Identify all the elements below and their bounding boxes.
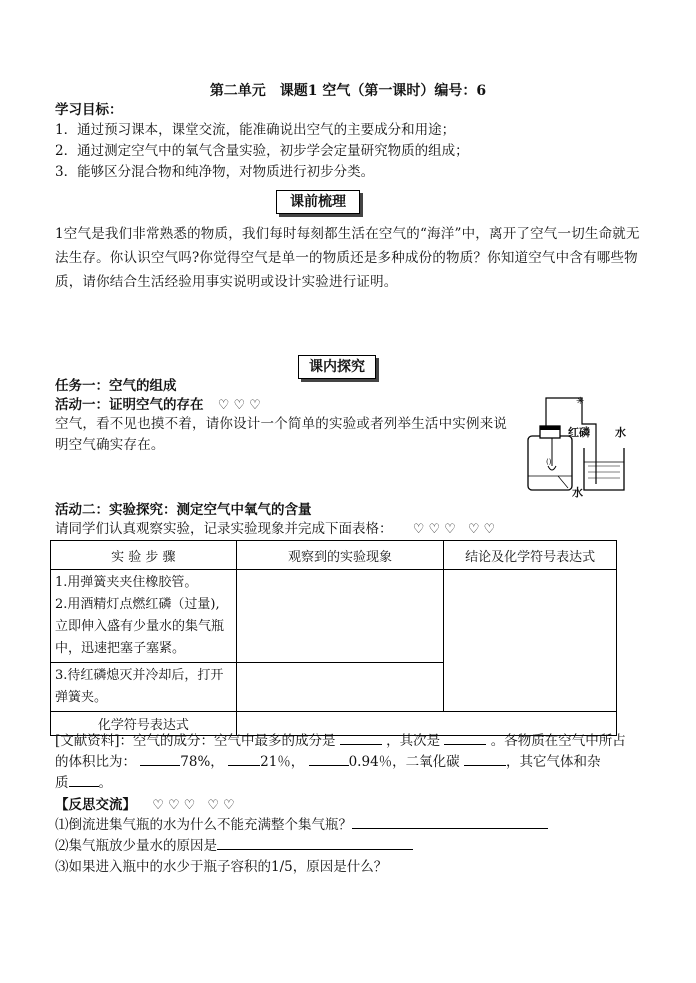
rating-hearts-icon: ♡♡♡ ♡♡ (152, 798, 239, 813)
table-header-observations: 观察到的实验现象 (236, 541, 444, 570)
label-water-beaker: 水 (615, 426, 626, 439)
answer-blank[interactable] (464, 753, 506, 766)
conclusion-cell[interactable] (444, 570, 617, 712)
literature-line-1 (55, 731, 626, 752)
literature-text: ，其次是 (386, 733, 441, 749)
inclass-section-label: 课内探究 (298, 355, 376, 379)
literature-line-2 (55, 752, 600, 773)
literature-percent: 0.94％，二氧化碳 (348, 754, 460, 770)
answer-blank[interactable] (217, 837, 413, 850)
answer-blank[interactable] (340, 732, 382, 745)
label-red-phosphorus: 红磷 (568, 426, 590, 439)
page-title: 第二单元 课题1 空气（第一课时）编号：6 (209, 83, 487, 99)
literature-text: 质 (55, 775, 69, 791)
literature-text: ，其它气体和杂 (505, 754, 601, 770)
table-header-conclusion: 结论及化学符号表达式 (444, 541, 617, 570)
literature-text: [文献资料]：空气的成分：空气中最多的成分是 (55, 733, 336, 749)
table-header-steps: 实 验 步 骤 (51, 541, 237, 570)
goals-heading: 学习目标： (55, 102, 123, 118)
answer-blank[interactable] (69, 774, 99, 787)
step-3: 3.待红磷熄灭并冷却后，打开弹簧夹。 (55, 668, 224, 705)
question-3: ⑶如果进入瓶中的水少于瓶子容积的1/5，原因是什么？ (55, 859, 388, 875)
reflection-title: 【反思交流】 (55, 797, 136, 813)
literature-percent: 21％， (260, 754, 305, 770)
observation-cell-2[interactable] (236, 663, 444, 712)
goal-item-3: 3．能够区分混合物和纯净物，对物质进行初步分类。 (55, 164, 375, 180)
task-1-title: 任务一：空气的组成 (55, 378, 177, 394)
literature-percent: 78%， (180, 754, 224, 770)
activity-1-title: 活动一：证明空气的存在 (55, 397, 204, 413)
step-2: 2.用酒精灯点燃红磷（过量),立即伸入盛有少量水的集气瓶中，迅速把塞子塞紧。 (55, 597, 225, 656)
preview-section-label: 课前梳理 (276, 190, 360, 214)
activity-1-text: 空气，看不见也摸不着，请你设计一个简单的实验或者列举生活中实例来说明空气确实存在。 (55, 416, 508, 453)
literature-text: 的体积比为： (55, 754, 136, 770)
question-2: ⑵集气瓶放少量水的原因是 (55, 838, 217, 854)
preview-text: 1空气是我们非常熟悉的物质，我们每时每刻都生活在空气的“海洋”中，离开了空气一切生命就无法生存。你认识空气吗?你觉得空气是单一的物质还是多种成份的物质？你知道空气中含有哪些物质，请你结合生活经验用事实说明或设计实验进行证明。 (55, 226, 640, 290)
observation-cell-1[interactable] (236, 570, 444, 663)
answer-blank[interactable] (228, 753, 260, 766)
literature-text: 。 (98, 775, 112, 791)
goal-item-2: 2．通过测定空气中的氧气含量实验，初步学会定量研究物质的组成； (55, 143, 469, 159)
beaker-icon (584, 448, 624, 490)
answer-blank[interactable] (140, 753, 180, 766)
activity-2-title: 活动二：实验探究：测定空气中氧气的含量 (55, 502, 312, 518)
apparatus-diagram (518, 392, 628, 496)
step-1: 1.用弹簧夹夹住橡胶管。 (55, 575, 198, 590)
rating-hearts-icon: ♡♡♡ (217, 398, 265, 413)
svg-text:(): () (546, 458, 552, 466)
formula-row-label: 化学符号表达式 (51, 712, 237, 736)
goal-item-1: 1．通过预习课本，课堂交流，能准确说出空气的主要成分和用途； (55, 122, 456, 138)
table-row (51, 570, 237, 663)
question-1: ⑴倒流进集气瓶的水为什么不能充满整个集气瓶？ (55, 817, 352, 833)
clamp-icon: ✳ (576, 396, 585, 407)
rating-hearts-icon: ♡♡♡ ♡♡ (412, 522, 500, 537)
answer-blank[interactable] (309, 753, 349, 766)
answer-blank[interactable] (352, 816, 548, 829)
experiment-table (50, 540, 617, 736)
answer-blank[interactable] (444, 732, 486, 745)
literature-text: 。各物质在空气中所占 (490, 733, 626, 749)
literature-line-3 (55, 773, 112, 794)
label-water-bottle: 水 (572, 486, 583, 499)
table-row (51, 663, 237, 712)
activity-2-instruction: 请同学们认真观察实验，记录实验现象并完成下面表格： (55, 521, 393, 537)
